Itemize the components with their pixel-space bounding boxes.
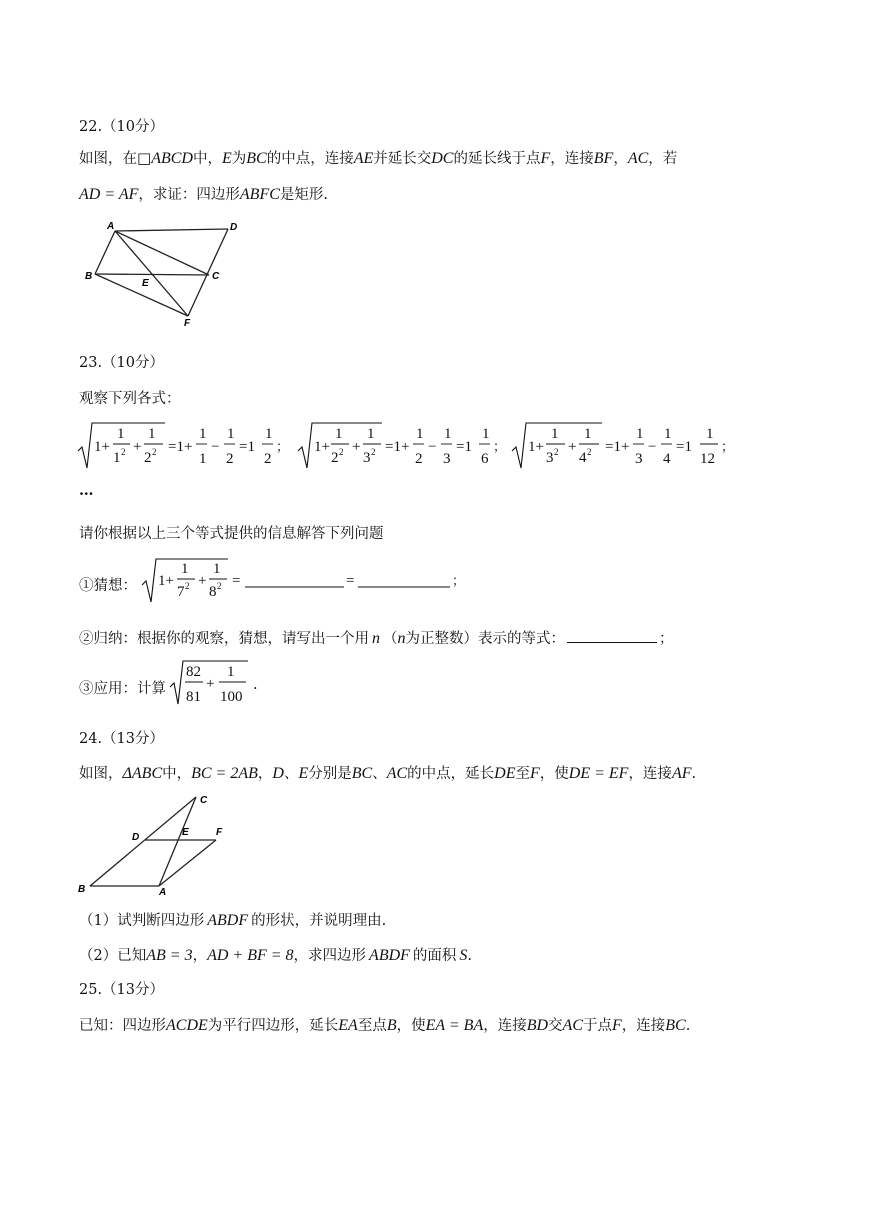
q25-F: F xyxy=(612,1017,622,1034)
svg-text:2: 2 xyxy=(587,447,592,457)
svg-text:=1+: =1+ xyxy=(168,439,193,455)
svg-text:+: + xyxy=(352,439,361,455)
q24-text: 的中点，延长 xyxy=(407,766,495,782)
svg-text:=: = xyxy=(346,573,355,589)
q24-eq-bc: BC = 2AB xyxy=(191,765,258,782)
svg-text:2: 2 xyxy=(217,581,222,591)
q25-text: 为平行四边形，延长 xyxy=(207,1018,339,1034)
q22-label-C: C xyxy=(212,271,220,282)
q22-AE: AE xyxy=(353,150,374,167)
q25-text: 至点 xyxy=(357,1018,387,1034)
q24-abdf: ABDF xyxy=(207,912,249,929)
svg-text:1: 1 xyxy=(199,451,207,467)
svg-text:12: 12 xyxy=(700,451,715,467)
q22-figure xyxy=(80,218,250,330)
q25-text: . xyxy=(685,1018,691,1034)
svg-text:2: 2 xyxy=(121,447,126,457)
q24-eq-ab: AB = 3 xyxy=(146,947,193,964)
svg-text:；: ； xyxy=(276,439,290,454)
q23-n: n xyxy=(372,630,380,647)
q24-part2-text: 的面积 xyxy=(412,948,457,964)
svg-text:1: 1 xyxy=(551,426,559,442)
q23-conjecture-expr xyxy=(138,555,468,607)
q22-label-E: E xyxy=(142,278,149,289)
svg-text:2: 2 xyxy=(331,450,339,466)
svg-text:2: 2 xyxy=(371,447,376,457)
q24-figure xyxy=(76,790,236,896)
q25-text: 于点 xyxy=(583,1018,612,1034)
q22-text: ，连接 xyxy=(550,151,594,167)
svg-text:3: 3 xyxy=(363,450,371,466)
q22-text: 中， xyxy=(192,151,222,167)
svg-text:1: 1 xyxy=(117,426,125,442)
svg-text:；: ； xyxy=(493,439,507,454)
svg-text:3: 3 xyxy=(546,450,554,466)
q24-text: ，使 xyxy=(539,766,569,782)
q25-text: ，连接 xyxy=(621,1018,666,1034)
svg-text:1: 1 xyxy=(706,426,714,442)
svg-text:=1: =1 xyxy=(456,439,472,455)
svg-text:2: 2 xyxy=(185,581,190,591)
svg-text:1: 1 xyxy=(444,426,452,442)
svg-text:1+: 1+ xyxy=(314,439,330,455)
svg-text:2: 2 xyxy=(339,447,344,457)
svg-text:−: − xyxy=(211,439,220,455)
svg-text:−: − xyxy=(648,439,657,455)
q24-seg-AC xyxy=(159,797,196,886)
svg-text:6: 6 xyxy=(481,451,489,467)
q24-line1 xyxy=(79,762,696,783)
q23-ellipsis: … xyxy=(79,482,94,499)
q24-part2-text: ，求四边形 xyxy=(293,948,367,964)
svg-text:7: 7 xyxy=(177,584,185,600)
q22-seg-AF xyxy=(115,231,188,316)
q24-text: 、 xyxy=(283,766,299,782)
svg-text:2: 2 xyxy=(264,451,272,467)
svg-text:1: 1 xyxy=(181,561,189,577)
q24-text: 至 xyxy=(515,766,530,782)
svg-text:8: 8 xyxy=(209,584,217,600)
q22-text: 的延长线于点 xyxy=(453,151,541,167)
svg-text:=1: =1 xyxy=(676,439,692,455)
q23-header: 23.（10分） xyxy=(79,355,165,371)
q22-DC: DC xyxy=(431,150,454,167)
svg-text:+: + xyxy=(568,439,577,455)
svg-text:2: 2 xyxy=(226,451,234,467)
q24-abdf: ABDF xyxy=(369,947,410,964)
q24-label-A: A xyxy=(159,887,167,896)
q22-text: 的中点，连接 xyxy=(266,151,354,167)
svg-text:1: 1 xyxy=(227,664,235,680)
q24-label-D: D xyxy=(132,832,140,843)
q24-AC: AC xyxy=(386,765,408,782)
svg-text:81: 81 xyxy=(186,689,201,705)
q22-abfc: ABFC xyxy=(239,186,280,203)
q23-equations xyxy=(76,418,746,476)
q23-semicolon: ； xyxy=(659,631,674,647)
q22-label-B: B xyxy=(85,271,93,282)
q24-label-C: C xyxy=(200,795,208,806)
q24-part1-text: 的形状，并说明理由. xyxy=(251,913,387,929)
svg-text:1: 1 xyxy=(265,426,273,442)
parallelogram-symbol-icon: □ xyxy=(137,149,152,167)
q22-seg-AB xyxy=(95,231,115,274)
q25-BC: BC xyxy=(665,1017,686,1034)
q22-seg-AD xyxy=(115,229,228,231)
q23-paren: （ xyxy=(383,631,398,647)
q25-B: B xyxy=(386,1017,397,1034)
q25-eq: EA = BA xyxy=(425,1017,484,1034)
q25-text: ，连接 xyxy=(483,1018,527,1034)
svg-text:+: + xyxy=(133,439,142,455)
svg-text:4: 4 xyxy=(663,451,671,467)
q23-prompt: 请你根据以上三个等式提供的信息解答下列问题 xyxy=(79,526,384,542)
q24-text: . xyxy=(691,766,697,782)
svg-text:1+: 1+ xyxy=(158,573,174,589)
q23-application-period: . xyxy=(253,677,258,693)
q25-line1 xyxy=(79,1014,690,1035)
q22-header: 22.（10分） xyxy=(79,119,165,135)
q23-conjecture-label: ①猜想： xyxy=(79,578,137,594)
q24-AF: AF xyxy=(671,765,692,782)
q24-part2-text: ， xyxy=(192,948,208,964)
svg-text:1: 1 xyxy=(416,426,424,442)
q22-AC: AC xyxy=(627,150,649,167)
svg-text:1: 1 xyxy=(636,426,644,442)
q22-line1 xyxy=(79,147,677,168)
q24-text: 中， xyxy=(162,766,192,782)
svg-text:2: 2 xyxy=(554,447,559,457)
q23-induction-blank[interactable] xyxy=(567,628,657,643)
q22-BC: BC xyxy=(246,150,267,167)
q25-text: ，使 xyxy=(396,1018,426,1034)
q22-text: 如图，在 xyxy=(79,151,137,167)
svg-text:1: 1 xyxy=(227,426,235,442)
q25-AC: AC xyxy=(562,1017,583,1034)
svg-text:=1+: =1+ xyxy=(605,439,630,455)
svg-text:1: 1 xyxy=(113,450,121,466)
q24-text: 、 xyxy=(372,766,387,782)
svg-text:1: 1 xyxy=(584,426,592,442)
q22-text: ，求证：四边形 xyxy=(138,187,240,203)
q25-header: 25.（13分） xyxy=(79,982,165,998)
q24-eq-de: DE = EF xyxy=(568,765,629,782)
svg-text:1: 1 xyxy=(482,426,490,442)
q24-label-F: F xyxy=(216,827,223,838)
svg-text:+: + xyxy=(206,676,215,692)
q24-part2 xyxy=(79,944,472,965)
svg-text:1+: 1+ xyxy=(528,439,544,455)
svg-text:=1: =1 xyxy=(239,439,255,455)
svg-text:；: ； xyxy=(452,573,466,588)
svg-text:1: 1 xyxy=(335,426,343,442)
q22-seg-AC xyxy=(115,231,209,275)
q24-label-B: B xyxy=(78,884,86,895)
q22-abcd: ABCD xyxy=(151,150,193,167)
q22-text: ， xyxy=(613,151,628,167)
svg-text:82: 82 xyxy=(186,664,201,680)
q24-text: ， xyxy=(257,766,273,782)
q25-text: 交 xyxy=(548,1018,563,1034)
q25-BD: BD xyxy=(526,1017,549,1034)
svg-text:1: 1 xyxy=(664,426,672,442)
svg-text:1: 1 xyxy=(367,426,375,442)
q24-E: E xyxy=(298,765,309,782)
q22-text: 是矩形. xyxy=(279,187,328,203)
q22-label-D: D xyxy=(230,222,238,233)
q24-label-E: E xyxy=(182,827,189,838)
svg-text:100: 100 xyxy=(220,689,243,705)
svg-text:；: ； xyxy=(721,439,735,454)
svg-text:1: 1 xyxy=(213,561,221,577)
q22-line2 xyxy=(79,183,328,204)
q22-F: F xyxy=(540,150,551,167)
q24-S: S xyxy=(459,947,468,964)
q24-seg-BC xyxy=(90,797,196,886)
q24-header: 24.（13分） xyxy=(79,731,165,747)
q23-induction-text: ②归纳：根据你的观察，猜想，请写出一个用 xyxy=(79,631,369,647)
q23-induction xyxy=(79,627,674,648)
q23-intro: 观察下列各式： xyxy=(79,391,181,407)
svg-text:1+: 1+ xyxy=(94,439,110,455)
q22-eq-ad-af: AD = AF xyxy=(79,186,139,203)
svg-text:=1+: =1+ xyxy=(385,439,410,455)
q22-text: 并延长交 xyxy=(373,151,432,167)
q24-part2-text: （2）已知 xyxy=(79,948,147,964)
q23-application-label: ③应用：计算 xyxy=(79,681,166,697)
q24-D: D xyxy=(272,765,284,782)
q24-eq-sum: AD + BF = 8 xyxy=(207,947,294,964)
svg-text:=: = xyxy=(232,573,241,589)
svg-text:3: 3 xyxy=(443,451,451,467)
q22-label-A: A xyxy=(107,221,115,232)
svg-text:2: 2 xyxy=(152,447,157,457)
q24-BC: BC xyxy=(351,765,373,782)
svg-text:1: 1 xyxy=(148,426,156,442)
q25-EA: EA xyxy=(338,1017,358,1034)
q25-acde: ACDE xyxy=(166,1017,208,1034)
q24-part1 xyxy=(79,909,386,930)
svg-text:−: − xyxy=(428,439,437,455)
q22-BF: BF xyxy=(593,150,614,167)
svg-text:+: + xyxy=(198,573,207,589)
q24-part1-text: （1）试判断四边形 xyxy=(79,913,205,929)
q22-seg-DF xyxy=(188,229,228,316)
svg-text:2: 2 xyxy=(144,450,152,466)
q23-n: n xyxy=(397,630,406,647)
q24-text: 分别是 xyxy=(308,766,352,782)
q22-text: ，若 xyxy=(648,151,678,167)
q23-induction-text2: 为正整数）表示的等式： xyxy=(405,631,565,647)
q22-E: E xyxy=(221,150,232,167)
svg-text:4: 4 xyxy=(579,450,587,466)
q24-text: 如图， xyxy=(79,766,123,782)
q24-triangle-abc: ΔABC xyxy=(122,765,163,782)
svg-text:1: 1 xyxy=(199,426,207,442)
q24-part2-text: . xyxy=(467,948,473,964)
q25-text: 已知：四边形 xyxy=(79,1018,166,1034)
q24-text: ，连接 xyxy=(628,766,672,782)
q22-label-F: F xyxy=(184,318,191,329)
svg-text:3: 3 xyxy=(635,451,643,467)
svg-text:2: 2 xyxy=(415,451,423,467)
q24-F: F xyxy=(529,765,540,782)
q22-text: 为 xyxy=(231,151,247,167)
q24-seg-AF xyxy=(159,840,216,886)
q24-DE: DE xyxy=(494,765,516,782)
